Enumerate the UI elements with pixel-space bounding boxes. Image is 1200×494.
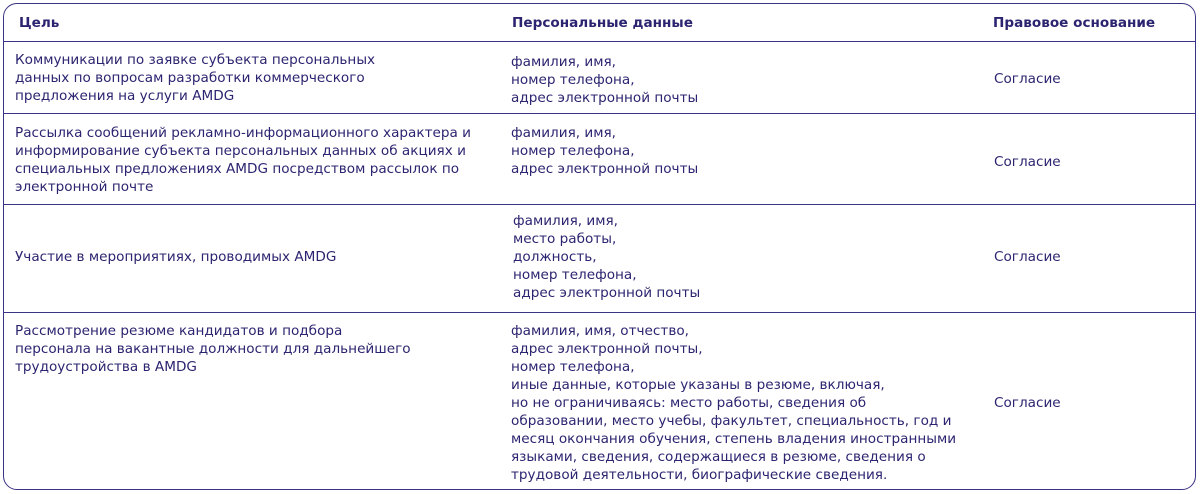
row-purpose: Участие в мероприятиях, проводимых AMDG — [15, 249, 337, 265]
header-legal-basis: Правовое основание — [993, 15, 1156, 31]
row-personal-data: фамилия, имя, отчество, адрес электронной почты, номер телефона, иные данные, которые указаны в резюме, включая, но не ограничиваясь: место работы, сведения об образовании, место учебы, факультет, специальность, год и месяц окончания обучения, степень владения иностранными языками, сведения, содержащиеся в резюме, сведения о трудовой деятельности, биографические сведения. — [511, 323, 957, 483]
row-legal-basis: Согласие — [994, 395, 1061, 411]
table-row — [4, 113, 1195, 204]
row-personal-data: фамилия, имя, номер телефона, адрес электронной почты — [511, 54, 699, 106]
row-legal-basis: Согласие — [994, 71, 1061, 87]
header-purpose: Цель — [19, 15, 60, 31]
row-purpose: Рассмотрение резюме кандидатов и подбора персонала на вакантные должности для дальнейшего трудоустройства в AMDG — [15, 323, 411, 375]
table-row — [4, 41, 1195, 113]
header-personal-data: Персональные данные — [512, 15, 693, 31]
row-purpose: Рассылка сообщений рекламно-информационного характера и информирование субъекта персональных данных об акциях и специальных предложениях AMDG посредством рассылок по электронной почте — [15, 125, 471, 195]
table-row — [4, 312, 1195, 490]
row-personal-data: фамилия, имя, номер телефона, адрес электронной почты — [511, 125, 699, 177]
row-personal-data: фамилия, имя, место работы, должность, номер телефона, адрес электронной почты — [513, 213, 701, 301]
table-header-row — [4, 4, 1195, 41]
row-legal-basis: Согласие — [994, 154, 1061, 170]
table-row — [4, 204, 1195, 312]
personal-data-table — [3, 3, 1196, 490]
row-legal-basis: Согласие — [994, 249, 1061, 265]
row-purpose: Коммуникации по заявке субъекта персональных данных по вопросам разработки коммерческого предложения на услуги AMDG — [15, 52, 376, 104]
